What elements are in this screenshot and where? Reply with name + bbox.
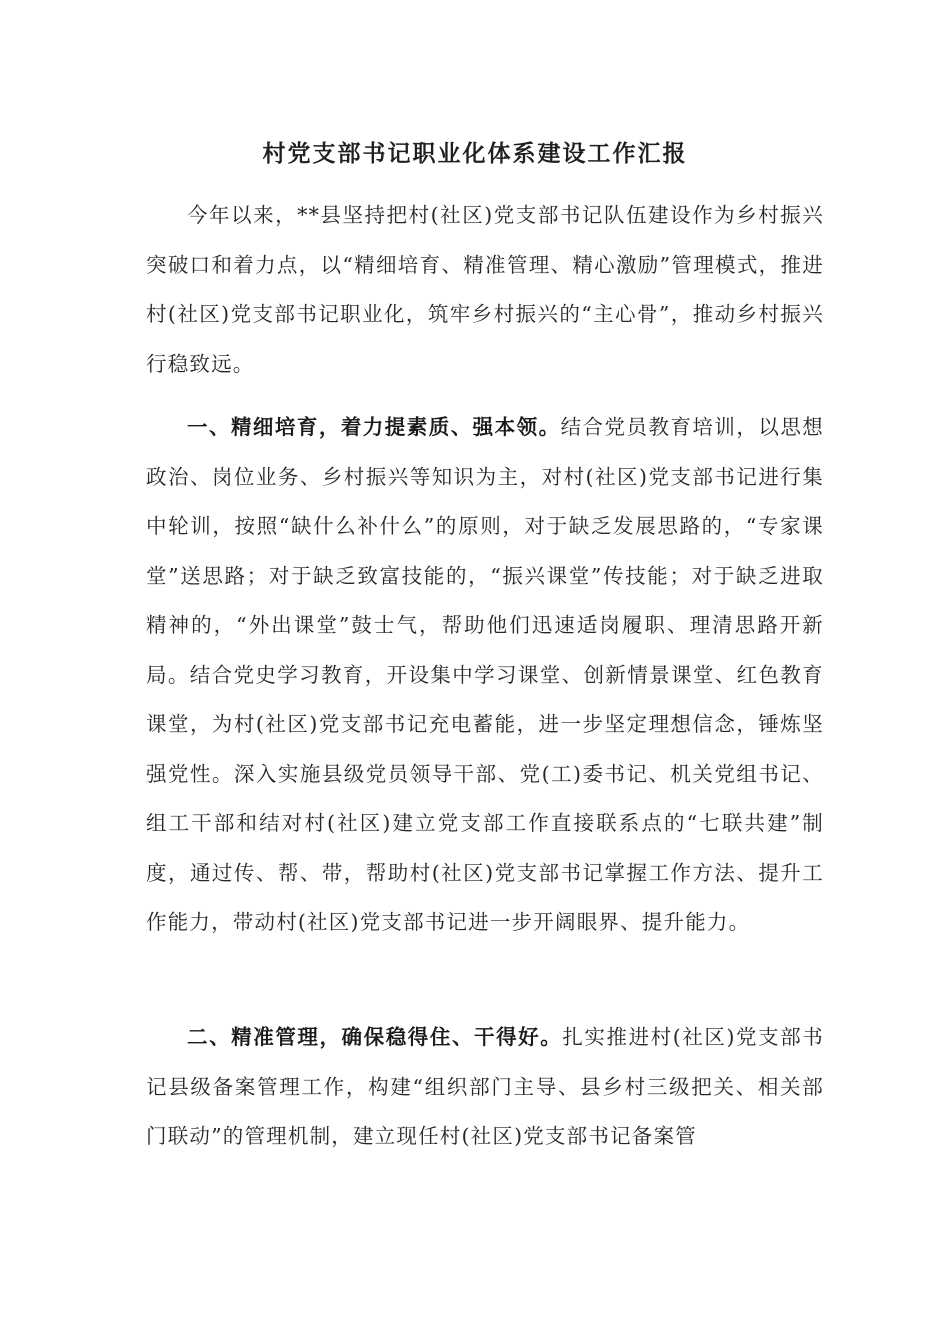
document-title: 村党支部书记职业化体系建设工作汇报	[262, 140, 688, 167]
intro-paragraph	[146, 191, 824, 389]
section-one-paragraph	[146, 403, 824, 948]
paragraph-text: 扎实推进村(社区)党支部书记县级备案管理工作，构建“组织部门主导、县乡村三级把关、相关部门联动”的管理机制，建立现任村(社区)党支部书记备案管	[146, 1025, 824, 1148]
section-one-heading: 一、精细培育，着力提素质、强本领。	[187, 415, 561, 439]
section-two-paragraph	[146, 1013, 824, 1162]
paragraph-text: 今年以来，**县坚持把村(社区)党支部书记队伍建设作为乡村振兴突破口和着力点，以“精细培育、精准管理、精心激励”管理模式，推进村(社区)党支部书记职业化，筑牢乡村振兴的“主心骨”，推动乡村振兴行稳致远。	[146, 203, 824, 376]
section-two-heading: 二、精准管理，确保稳得住、干得好。	[187, 1025, 563, 1049]
paragraph-text: 结合党员教育培训，以思想政治、岗位业务、乡村振兴等知识为主，对村(社区)党支部书记进行集中轮训，按照“缺什么补什么”的原则，对于缺乏发展思路的，“专家课堂”送思路；对于缺乏致富技能的，“振兴课堂”传技能；对于缺乏进取精神的，“外出课堂”鼓士气，帮助他们迅速适岗履职、理清思路开新局。结合党史学习教育，开设集中学习课堂、创新情景课堂、红色教育课堂，为村(社区)党支部书记充电蓄能，进一步坚定理想信念，锤炼坚强党性。深入实施县级党员领导干部、党(工)委书记、机关党组书记、组工干部和结对村(社区)建立党支部工作直接联系点的“七联共建”制度，通过传、帮、带，帮助村(社区)党支部书记掌握工作方法、提升工作能力，带动村(社区)党支部书记进一步开阔眼界、提升能力。	[146, 415, 824, 934]
